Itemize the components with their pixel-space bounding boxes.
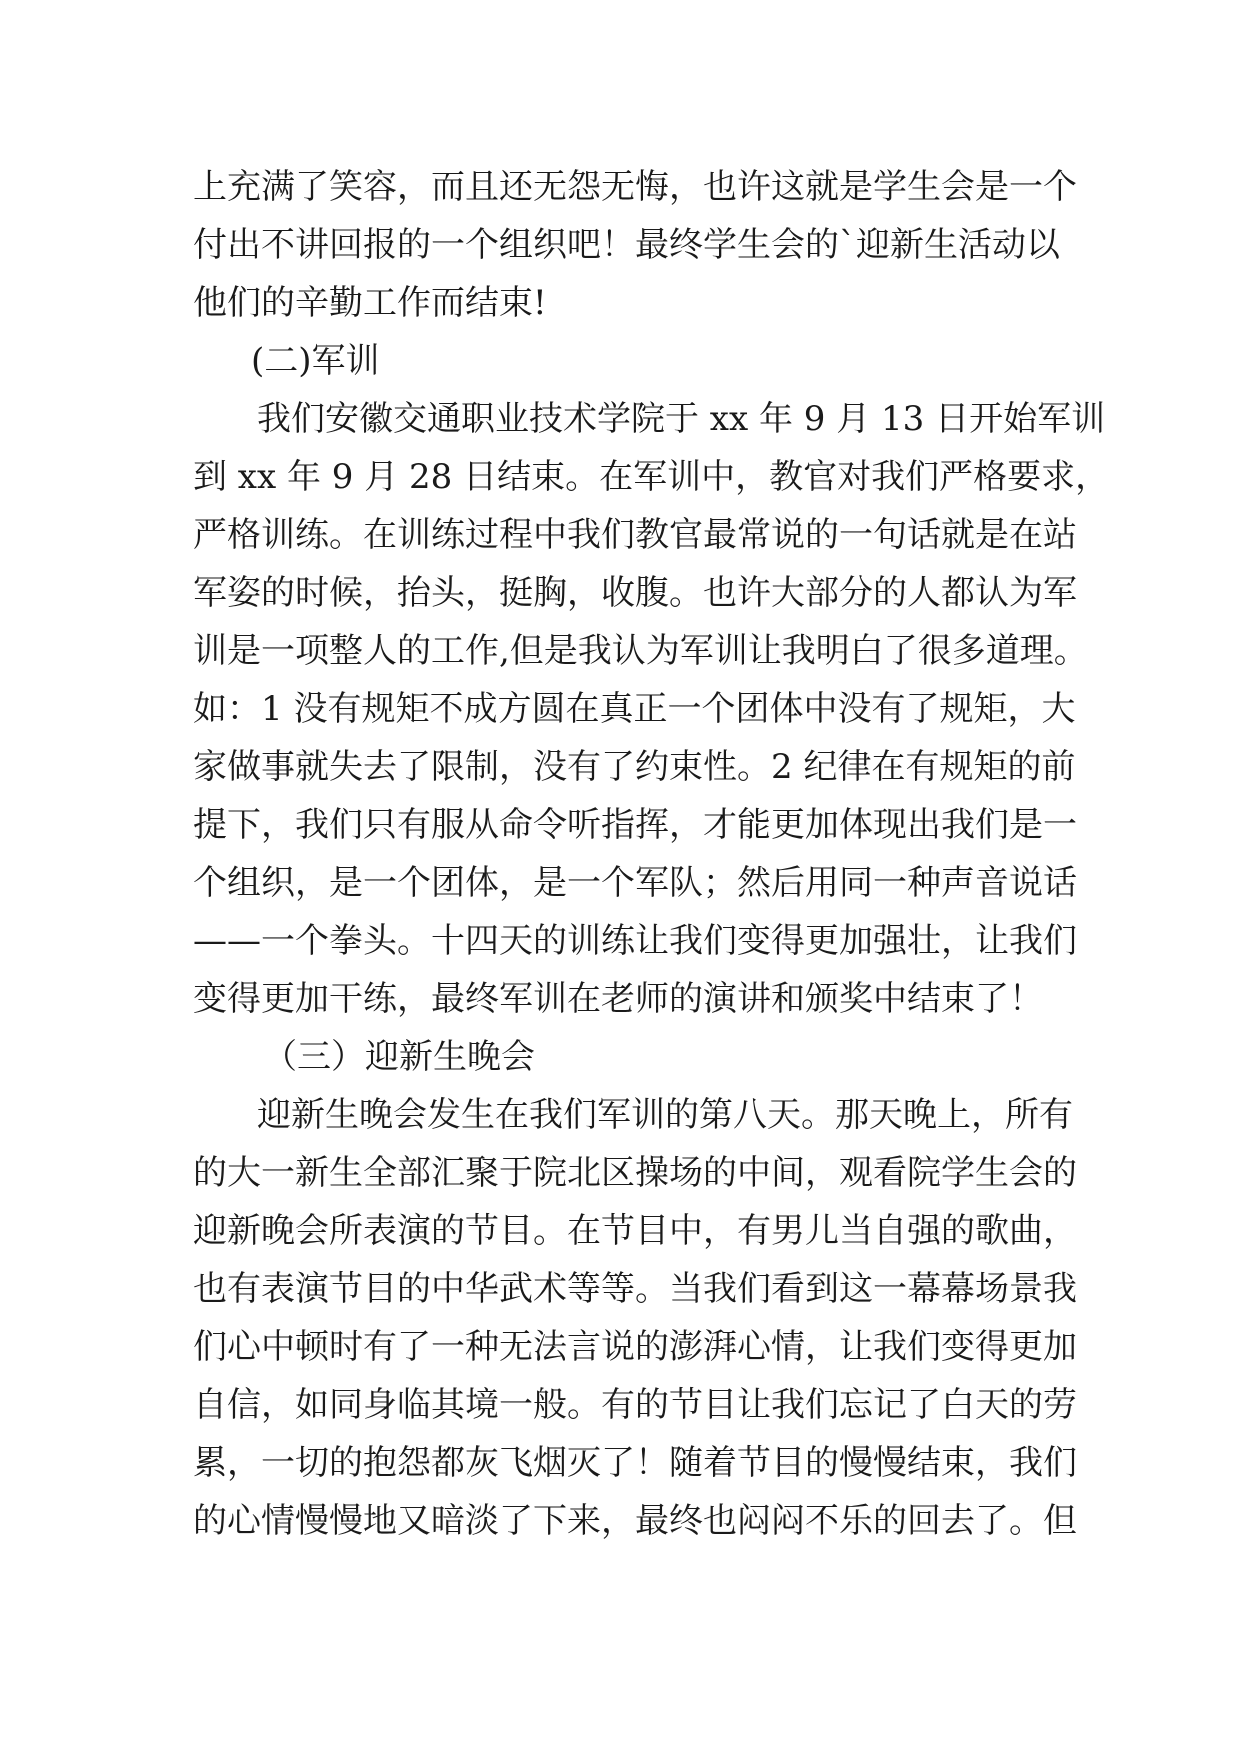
text-line: 们心中顿时有了一种无法言说的澎湃心情，让我们变得更加	[193, 1327, 1077, 1367]
text-line: 提下，我们只有服从命令听指挥，才能更加体现出我们是一	[193, 805, 1077, 845]
text-line: 上充满了笑容，而且还无怨无悔，也许这就是学生会是一个	[193, 167, 1077, 207]
text-line: 他们的辛勤工作而结束!	[193, 283, 547, 323]
text-line: 严格训练。在训练过程中我们教官最常说的一句话就是在站	[193, 515, 1077, 555]
text-line: 变得更加干练，最终军训在老师的演讲和颁奖中结束了！	[193, 979, 1043, 1019]
text-line: 训是一项整人的工作,但是我认为军训让我明白了很多道理。	[193, 631, 1088, 671]
text-line: ——一个拳头。十四天的训练让我们变得更加强壮，让我们	[193, 921, 1077, 961]
text-line: 到 xx 年 9 月 28 日结束。在军训中，教官对我们严格要求，	[193, 457, 1110, 497]
text-line: 的心情慢慢地又暗淡了下来，最终也闷闷不乐的回去了。但	[193, 1501, 1077, 1541]
text-line: 军姿的时候，抬头，挺胸，收腹。也许大部分的人都认为军	[193, 573, 1077, 613]
section-heading-military-training: (二)军训	[251, 341, 380, 381]
text-line: 累，一切的抱怨都灰飞烟灭了！随着节目的慢慢结束，我们	[193, 1443, 1077, 1483]
text-line: 我们安徽交通职业技术学院于 xx 年 9 月 13 日开始军训	[257, 399, 1106, 439]
text-line: 家做事就失去了限制，没有了约束性。2 纪律在有规矩的前	[193, 747, 1076, 787]
text-line: 自信，如同身临其境一般。有的节目让我们忘记了白天的劳	[193, 1385, 1077, 1425]
paragraph-student-union-ending	[193, 158, 1077, 332]
paragraph-military-training	[193, 390, 1110, 1028]
text-line: 如：1 没有规矩不成方圆在真正一个团体中没有了规矩，大	[193, 689, 1076, 729]
text-line: 付出不讲回报的一个组织吧！最终学生会的`迎新生活动以	[193, 225, 1060, 265]
text-line: 个组织，是一个团体，是一个军队；然后用同一种声音说话	[193, 863, 1077, 903]
text-line: 迎新晚会所表演的节目。在节目中，有男儿当自强的歌曲，	[193, 1211, 1077, 1251]
paragraph-welcome-party	[193, 1086, 1077, 1550]
text-line: 也有表演节目的中华武术等等。当我们看到这一幕幕场景我	[193, 1269, 1077, 1309]
section-heading-welcome-party: （三）迎新生晚会	[263, 1037, 535, 1077]
text-line: 的大一新生全部汇聚于院北区操场的中间，观看院学生会的	[193, 1153, 1077, 1193]
document-body	[193, 158, 1110, 1550]
text-line: 迎新生晚会发生在我们军训的第八天。那天晚上，所有	[257, 1095, 1073, 1135]
